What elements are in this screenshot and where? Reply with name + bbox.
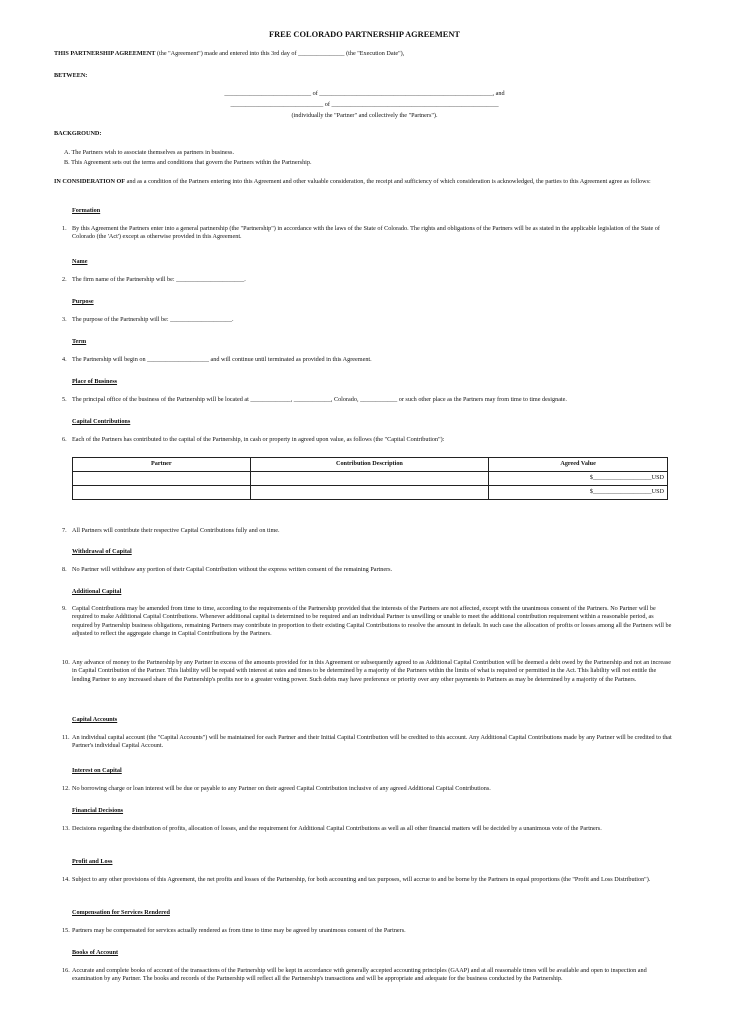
clause-text: The Partnership will begin on ____________________ and will continue until terminated as provided in this Agreement. bbox=[72, 356, 372, 363]
clause-13 bbox=[62, 825, 672, 833]
section-heading-profit-and-loss: Profit and Loss bbox=[72, 858, 113, 865]
between-label: BETWEEN: bbox=[54, 72, 88, 79]
table-row bbox=[73, 486, 668, 500]
consideration-paragraph bbox=[54, 178, 670, 186]
table-cell-description[interactable] bbox=[250, 472, 489, 486]
clause-4 bbox=[62, 356, 672, 364]
section-heading-name: Name bbox=[72, 258, 88, 265]
table-header-description: Contribution Description bbox=[250, 458, 489, 472]
clause-8 bbox=[62, 566, 672, 574]
section-heading-capital-contributions: Capital Contributions bbox=[72, 418, 131, 425]
table-header-partner: Partner bbox=[73, 458, 251, 472]
table-cell-description[interactable] bbox=[250, 486, 489, 500]
clause-number: 6. bbox=[62, 436, 67, 443]
intro-bold: THIS PARTNERSHIP AGREEMENT bbox=[54, 50, 156, 57]
section-heading-books-of-account: Books of Account bbox=[72, 949, 119, 956]
section-heading-term: Term bbox=[72, 338, 87, 345]
clause-9 bbox=[62, 605, 672, 638]
clause-number: 13. bbox=[62, 825, 70, 832]
clause-number: 16. bbox=[62, 967, 70, 974]
clause-text: The firm name of the Partnership will be: ______________________. bbox=[72, 276, 246, 283]
clause-number: 7. bbox=[62, 527, 67, 534]
clause-text: Subject to any other provisions of this Agreement, the net profits and losses of the Partnership, for both accounting and tax purposes, will accrue to and be borne by the Partners in equal proportions (the "Profit and Loss Distribution"). bbox=[72, 876, 651, 883]
clause-12 bbox=[62, 785, 672, 793]
table-cell-agreed-value[interactable]: $___________________USD bbox=[489, 472, 668, 486]
clause-5 bbox=[62, 396, 672, 404]
table-header-agreed-value: Agreed Value bbox=[489, 458, 668, 472]
clause-text: Capital Contributions may be amended from time to time, according to the requirements of the Partnership provided that the interests of the Partners are not affected, except with the unanimous consent of the Partners. No Partner will be required to make Additional Capital Contributions. Whenever additional capital is determined to be required and an individual Partner is unwilling or unable to meet the additional contribution requirement within a reasonable period, as required by Partnership business obligations, remaining Partners may contribute in proportion to their existing Capital Contributions to resolve the amount in default. In such case the allocation of profits or losses among all the Partners will be adjusted to reflect the aggregate change in Capital Contributions by the Partners. bbox=[72, 605, 672, 638]
section-heading-additional-capital: Additional Capital bbox=[72, 588, 122, 595]
section-heading-financial-decisions: Financial Decisions bbox=[72, 807, 124, 814]
section-heading-withdrawal-of-capital: Withdrawal of Capital bbox=[72, 548, 132, 555]
background-item bbox=[64, 159, 312, 167]
clause-number: 1. bbox=[62, 225, 67, 232]
table-header-row bbox=[73, 458, 668, 472]
table-row bbox=[73, 472, 668, 486]
clause-number: 11. bbox=[62, 734, 70, 741]
clause-number: 4. bbox=[62, 356, 67, 363]
party-note: (individually the "Partner" and collectively the "Partners"). bbox=[291, 112, 438, 119]
clause-10 bbox=[62, 659, 672, 684]
clause-text: By this Agreement the Partners enter into a general partnership (the "Partnership") in accordance with the laws of the State of Colorado. The rights and obligations of the Partners will be as stated in the applicable legislation of the State of Colorado (the 'Act') except as otherwise provided in this Agreement. bbox=[72, 225, 660, 241]
clause-number: 15. bbox=[62, 927, 70, 934]
clause-number: 8. bbox=[62, 566, 67, 573]
intro-text: (the "Agreement") made and entered into this 3rd day of _______________ (the "Execution Date"), bbox=[155, 50, 405, 57]
section-heading-place-of-business: Place of Business bbox=[72, 378, 118, 385]
clause-text: No Partner will withdraw any portion of their Capital Contribution without the express written consent of the remaining Partners. bbox=[72, 566, 393, 573]
clause-number: 12. bbox=[62, 785, 70, 792]
clause-text: Decisions regarding the distribution of profits, allocation of losses, and the requirement for Additional Capital Contributions as well as all other financial matters will be decided by a unanimous vote of the Partners. bbox=[72, 825, 602, 832]
clause-1 bbox=[62, 225, 672, 242]
clause-number: 10. bbox=[62, 659, 70, 666]
background-item bbox=[64, 149, 234, 157]
clause-text: No borrowing charge or loan interest will be due or payable to any Partner on their agreed Capital Contribution inclusive of any agreed Additional Capital Contributions. bbox=[72, 785, 491, 792]
section-heading-capital-accounts: Capital Accounts bbox=[72, 716, 118, 723]
capital-contribution-table bbox=[72, 457, 668, 500]
clause-text: Each of the Partners has contributed to the capital of the Partnership, in cash or property in agreed upon value, as follows (the "Capital Contribution"): bbox=[72, 436, 445, 443]
clause-number: 2. bbox=[62, 276, 67, 283]
clause-6 bbox=[62, 436, 672, 444]
background-item-text: The Partners wish to associate themselves as partners in business. bbox=[71, 149, 235, 156]
clause-2 bbox=[62, 276, 672, 284]
clause-text: All Partners will contribute their respective Capital Contributions fully and on time. bbox=[72, 527, 280, 534]
clause-text: Accurate and complete books of account of the transactions of the Partnership will be kept in accordance with generally accepted accounting principles (GAAP) and at all reasonable times will be available and open to inspection and examination by any Partner. The books and records of the Partnership will reflect all the Partnership's transactions and will be appropriate and adequate for the business conducted by the Partnership. bbox=[72, 967, 647, 983]
party-line-2: ______________________________ of ______________________________________________________ bbox=[230, 101, 499, 108]
background-item-num: B. bbox=[64, 159, 70, 166]
section-heading-compensation: Compensation for Services Rendered bbox=[72, 909, 170, 916]
table-cell-partner[interactable] bbox=[73, 486, 251, 500]
table-cell-agreed-value[interactable]: $___________________USD bbox=[489, 486, 668, 500]
section-heading-interest-on-capital: Interest on Capital bbox=[72, 767, 122, 774]
clause-text: An individual capital account (the "Capital Accounts") will be maintained for each Partner and their Initial Capital Contribution will be credited to this account. Any Additional Capital Contributions made by any Partner will be credited to that Partner's individual Capital Account. bbox=[72, 734, 672, 750]
party-line-1: ____________________________ of ________________________________________________________, and bbox=[224, 90, 505, 97]
clause-text: Partners may be compensated for services actually rendered as from time to time may be agreed by unanimous consent of the Partners. bbox=[72, 927, 406, 934]
consideration-text: and as a condition of the Partners entering into this Agreement and other valuable consideration, the receipt and sufficiency of which consideration is acknowledged, the parties to this Agreement agree as follows: bbox=[125, 178, 651, 185]
background-label: BACKGROUND: bbox=[54, 130, 102, 137]
clause-text: The purpose of the Partnership will be: ____________________. bbox=[72, 316, 234, 323]
clause-number: 14. bbox=[62, 876, 70, 883]
clause-text: Any advance of money to the Partnership by any Partner in excess of the amounts provided for in this Agreement or subsequently agreed to as Additional Capital Contribution will be deemed a debt owed by the Partnership and not an increase in Capital Contribution of the Partner. This liability will be repaid with interest at rates and times to be determined by a majority of the Partners within the limits of what is required or permitted in the Act. This liability will not entitle the lending Partner to any increased share of the Partnership's profits nor to a greater voting power. Such debts may have preference or priority over any other payments to Partners as may be determined by a majority of the Partners. bbox=[72, 659, 672, 683]
section-heading-formation: Formation bbox=[72, 207, 101, 214]
table-cell-partner[interactable] bbox=[73, 472, 251, 486]
background-item-text: This Agreement sets out the terms and conditions that govern the Partners within the Partnership. bbox=[71, 159, 312, 166]
clause-11 bbox=[62, 734, 672, 751]
clause-number: 5. bbox=[62, 396, 67, 403]
consideration-bold: IN CONSIDERATION OF bbox=[54, 178, 126, 185]
clause-16 bbox=[62, 967, 672, 984]
section-heading-purpose: Purpose bbox=[72, 298, 94, 305]
clause-number: 9. bbox=[62, 605, 67, 612]
document-title: FREE COLORADO PARTNERSHIP AGREEMENT bbox=[268, 30, 461, 39]
clause-7 bbox=[62, 527, 672, 535]
background-item-num: A. bbox=[64, 149, 71, 156]
intro-paragraph bbox=[54, 50, 404, 58]
clause-3 bbox=[62, 316, 672, 324]
clause-number: 3. bbox=[62, 316, 67, 323]
clause-15 bbox=[62, 927, 672, 935]
clause-text: The principal office of the business of the Partnership will be located at _____________, ____________, Colorado, ____________ or such other place as the Partners may from time to time designate. bbox=[72, 396, 567, 403]
clause-14 bbox=[62, 876, 672, 884]
